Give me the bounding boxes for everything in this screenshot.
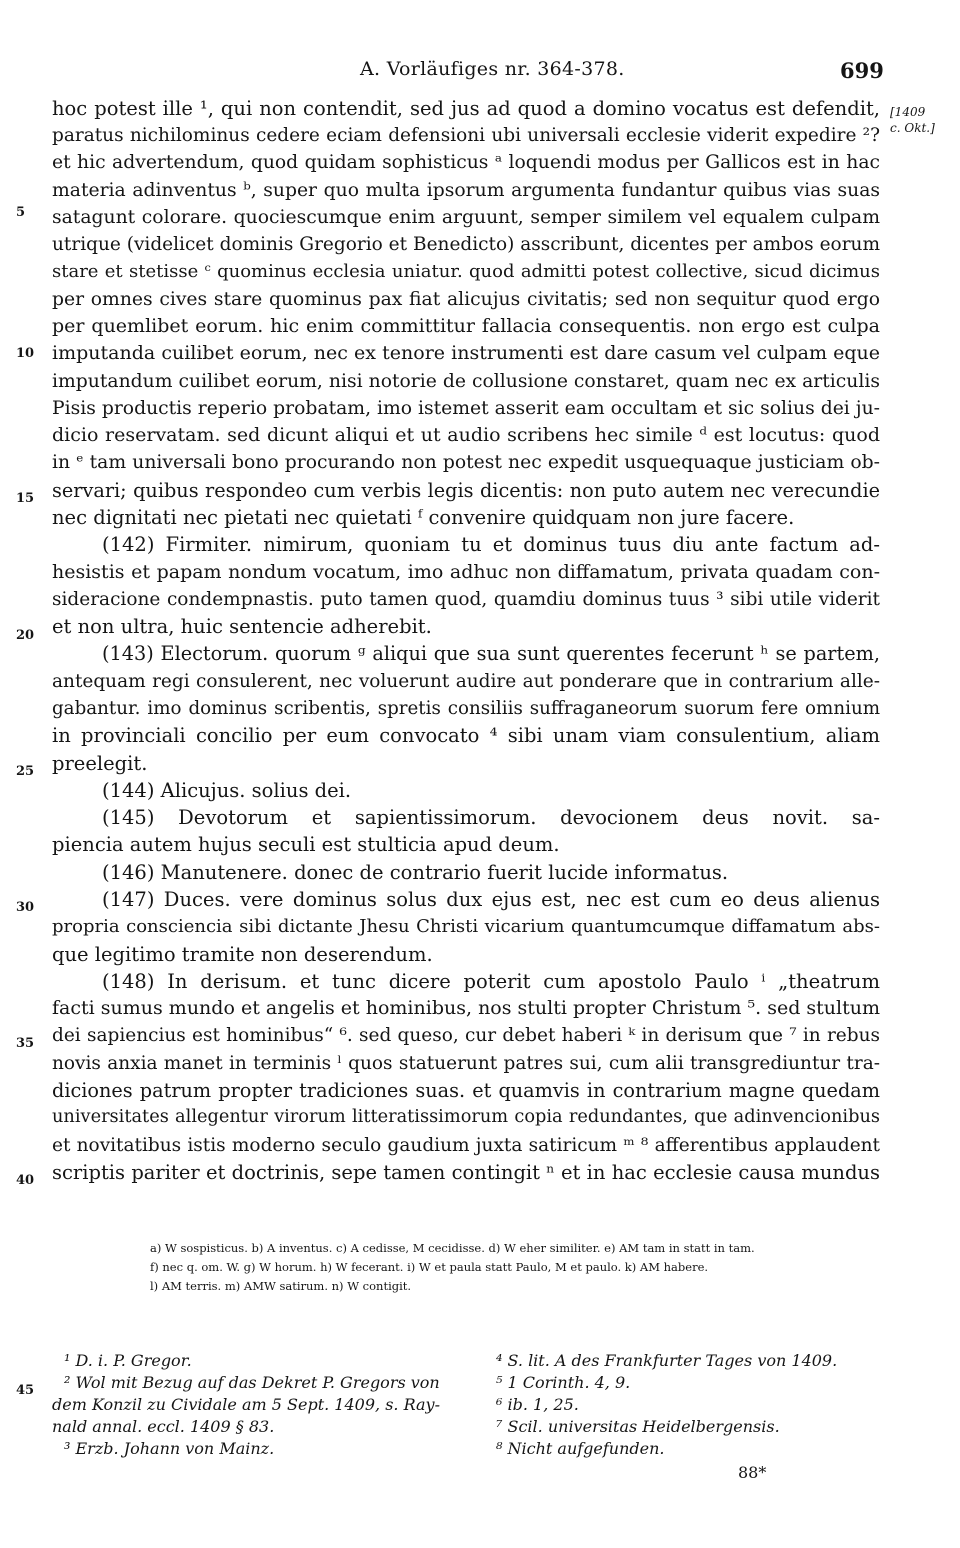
apparatus-line: f) nec q. om. W. g) W horum. h) W fecerant. i) W et paula statt Paulo, M et paulo. k) AM habere. (150, 1260, 709, 1274)
footnote-left: nald annal. eccl. 1409 § 83. (52, 1417, 275, 1436)
text-line: materia adinventus ᵇ, super quo multa ipsorum argumenta fundantur quibus vias suas (52, 180, 880, 201)
text-line: que legitimo tramite non deserendum. (52, 943, 433, 966)
running-title: A. Vorläufiges nr. 364-378. (360, 58, 625, 80)
text-line: utrique (videlicet dominis Gregorio et Benedicto) asscribunt, dicentes per ambos eorum (52, 234, 880, 255)
commentary-entry-147: (147) Duces. vere dominus solus dux ejus est, nec est cum eo deus alienus (102, 888, 880, 911)
line-number: 40 (16, 1173, 35, 1188)
text-line: dei sapiencius est hominibus“ ⁶. sed queso, cur debet haberi ᵏ in derisum que ⁷ in rebus (52, 1025, 880, 1046)
line-number: 45 (16, 1383, 35, 1398)
footnote-right: ⁴ S. lit. A des Frankfurter Tages von 1409. (496, 1351, 838, 1370)
commentary-entry-142: (142) Firmiter. nimirum, quoniam tu et dominus tuus diu ante factum ad- (102, 533, 880, 556)
text-line: Pisis productis reperio probatam, imo istemet asserit eam occultam et sic solius dei ju- (52, 398, 880, 419)
text-line: dicio reservatam. sed dicunt aliqui et ut audio scribens hec simile ᵈ est locutus: quod (52, 424, 880, 446)
footnote-right: ⁵ 1 Corinth. 4, 9. (496, 1373, 631, 1392)
margin-date-month: c. Okt.] (890, 121, 935, 135)
text-line: in provinciali concilio per eum convocato ⁴ sibi unam viam consulentium, aliam (52, 724, 880, 747)
text-line: servari; quibus respondeo cum verbis legis dicentis: non puto autem nec verecundie (52, 479, 880, 502)
text-line: stare et stetisse ᶜ quominus ecclesia uniatur. quod admitti potest collective, sicud dicimus (52, 261, 880, 282)
text-line: hesistis et papam nondum vocatum, imo adhuc non diffamatum, privata quadam con- (52, 561, 880, 583)
text-line: facti sumus mundo et angelis et hominibus, nos stulti propter Christum ⁵. sed stultum (52, 997, 880, 1019)
line-number: 20 (16, 628, 35, 643)
apparatus-line: a) W sospisticus. b) A inventus. c) A cedisse, M cecidisse. d) W eher similiter. e) AM tam in statt in tam. (150, 1241, 755, 1255)
signature-mark: 88* (738, 1463, 767, 1482)
text-line: propria consciencia sibi dictante Jhesu Christi vicarium quantumcumque diffamatum abs- (52, 916, 880, 937)
text-line: preelegit. (52, 752, 148, 775)
margin-date-note (890, 104, 950, 136)
text-line: universitates allegentur virorum litteratissimorum copia redundantes, que adinvencionibus (52, 1107, 880, 1127)
line-number: 25 (16, 764, 35, 779)
line-number: 15 (16, 491, 35, 506)
commentary-entry-143: (143) Electorum. quorum ᵍ aliqui que sua sunt querentes fecerunt ʰ se partem, (102, 642, 880, 665)
text-line: diciones patrum propter tradiciones suas. et quamvis in contrarium magne quedam (52, 1079, 880, 1102)
footnote-right: ⁷ Scil. universitas Heidelbergensis. (496, 1417, 780, 1436)
text-line: per omnes cives stare quominus pax fiat alicujus civitatis; sed non sequitur quod ergo (52, 289, 880, 310)
footnote-left: ³ Erzb. Johann von Mainz. (64, 1439, 275, 1458)
text-line: piencia autem hujus seculi est stulticia apud deum. (52, 833, 560, 856)
line-number: 35 (16, 1036, 35, 1051)
text-line: hoc potest ille ¹, qui non contendit, sed jus ad quod a domino vocatus est defendit, (52, 97, 880, 120)
page-header (0, 58, 960, 88)
text-line: sideracione condempnastis. puto tamen quod, quamdiu dominus tuus ³ sibi utile viderit (52, 589, 880, 610)
text-line: paratus nichilominus cedere eciam defensioni ubi universali ecclesie viderit expedire ²? (52, 125, 880, 146)
footnote-left: ¹ D. i. P. Gregor. (64, 1351, 192, 1370)
text-line: et non ultra, huic sentencie adherebit. (52, 615, 432, 638)
text-line: nec dignitati nec pietati nec quietati ᶠ convenire quidquam non jure facere. (52, 506, 795, 529)
footnote-right: ⁶ ib. 1, 25. (496, 1395, 579, 1414)
text-line: et novitatibus istis moderno seculo gaudium juxta satiricum ᵐ ⁸ afferentibus applaudent (52, 1135, 880, 1156)
apparatus-line: l) AM terris. m) AMW satirum. n) W contigit. (150, 1279, 412, 1293)
text-line: scriptis pariter et doctrinis, sepe tamen contingit ⁿ et in hac ecclesie causa mundus (52, 1161, 880, 1184)
text-line: in ᵉ tam universali bono procurando non potest nec expedit usquequaque justiciam ob- (52, 452, 880, 473)
line-number: 5 (16, 205, 26, 220)
text-line: imputanda cuilibet eorum, nec ex tenore instrumenti est dare casum vel culpam eque (52, 342, 880, 364)
text-line: et hic advertendum, quod quidam sophisticus ᵃ loquendi modus per Gallicos est in hac (52, 152, 880, 173)
commentary-entry-146: (146) Manutenere. donec de contrario fuerit lucide informatus. (102, 861, 729, 884)
line-number: 10 (16, 346, 35, 361)
text-line: gabantur. imo dominus scribentis, spretis consiliis suffraganeorum suorum fere omnium (52, 698, 880, 719)
text-line: novis anxia manet in terminis ˡ quos statuerunt patres sui, cum alii transgrediuntur tra- (52, 1053, 880, 1074)
text-line: imputandum cuilibet eorum, nisi notorie de collusione constaret, quam nec ex articulis (52, 371, 880, 392)
page-number: 699 (840, 58, 884, 83)
margin-date-year: [1409 (890, 105, 926, 119)
footnote-left: dem Konzil zu Cividale am 5 Sept. 1409, s. Ray- (52, 1395, 440, 1414)
text-line: antequam regi consulerent, nec voluerunt audire aut ponderare que in contrarium alle- (52, 671, 880, 692)
footnote-right: ⁸ Nicht aufgefunden. (496, 1439, 665, 1458)
line-number: 30 (16, 900, 35, 915)
text-line: satagunt colorare. quociescumque enim arguunt, semper similem vel equalem culpam (52, 207, 880, 228)
commentary-entry-148: (148) In derisum. et tunc dicere poterit cum apostolo Paulo ⁱ „theatrum (102, 970, 880, 993)
footnote-left: ² Wol mit Bezug auf das Dekret P. Gregors von (64, 1373, 440, 1392)
text-line: per quemlibet eorum. hic enim committitur fallacia consequentis. non ergo est culpa (52, 315, 880, 337)
commentary-entry-145: (145) Devotorum et sapientissimorum. devocionem deus novit. sa- (102, 806, 880, 829)
commentary-entry-144: (144) Alicujus. solius dei. (102, 779, 352, 802)
